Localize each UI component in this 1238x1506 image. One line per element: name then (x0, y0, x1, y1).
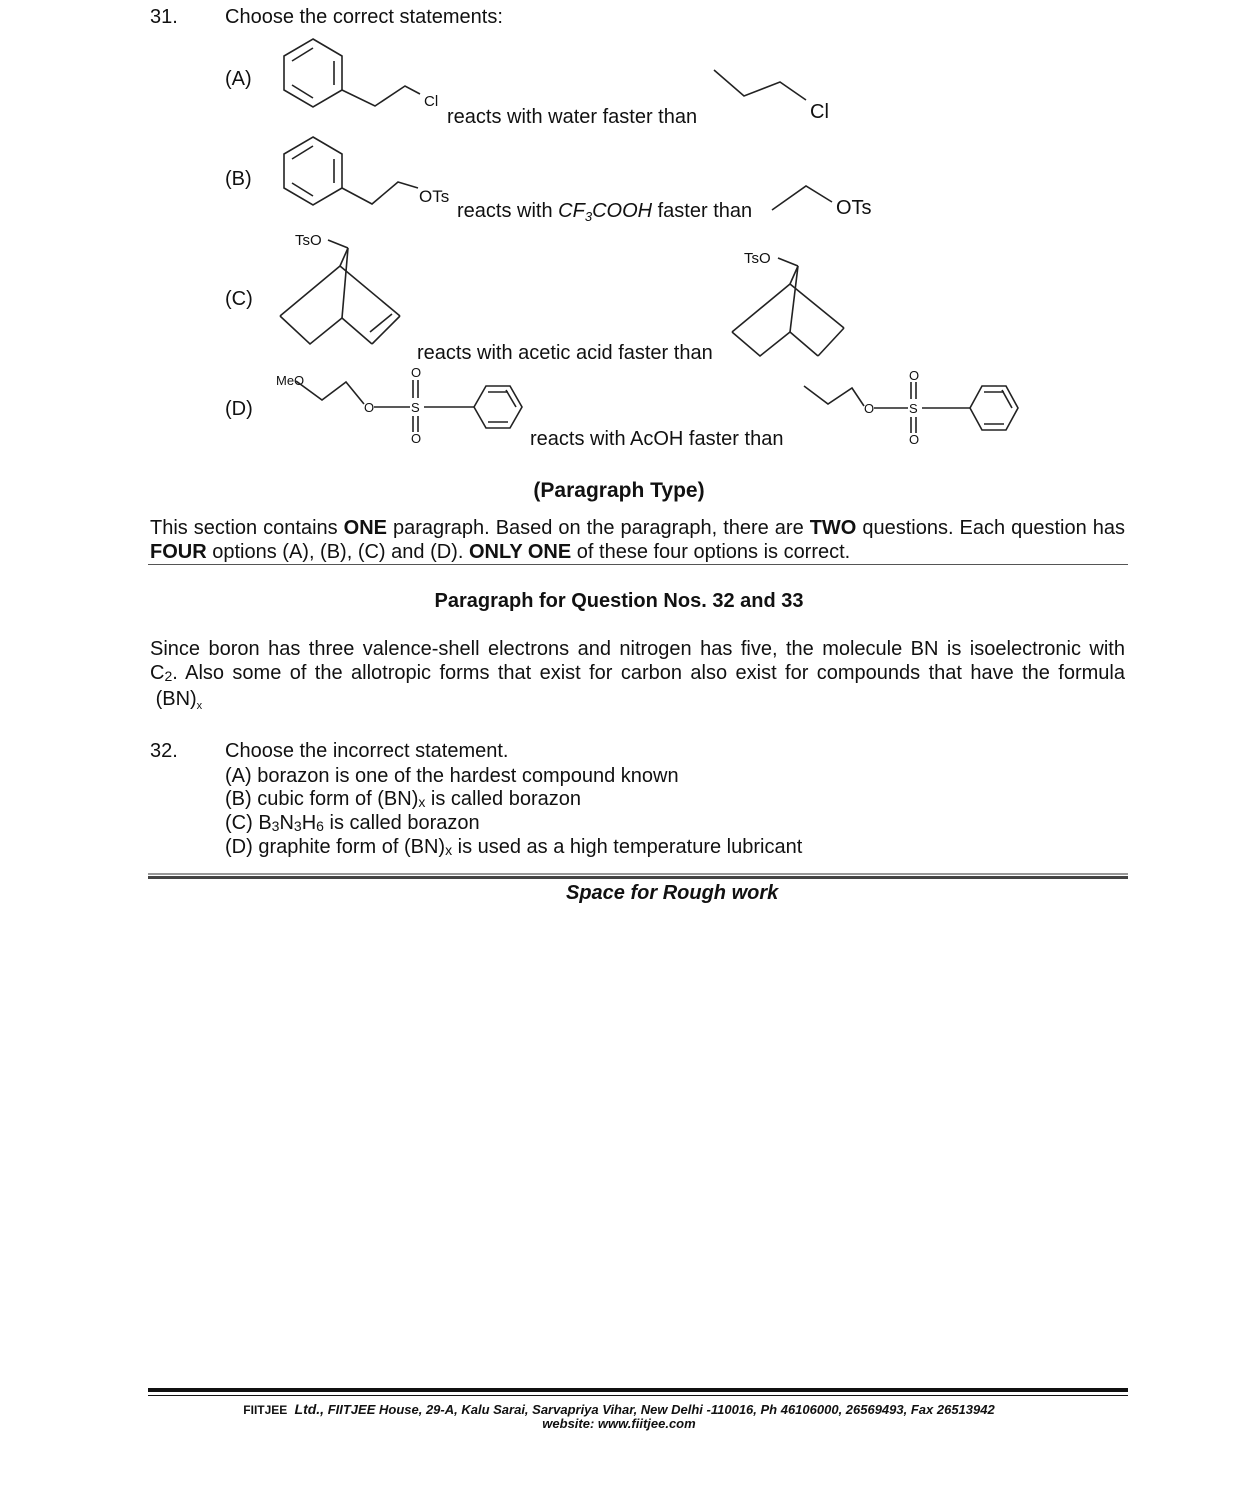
rough-work-rule-dark (148, 876, 1128, 879)
sulfonyl-oxygen-label: O (411, 431, 422, 446)
methoxy-label: MeO (276, 373, 305, 388)
option-c-text: reacts with acetic acid faster than (417, 342, 713, 364)
option-b-text-pre: reacts with (457, 200, 553, 222)
sulfonyl-oxygen-label: O (909, 432, 920, 447)
methoxyethyl-benzenesulfonate-structure (272, 364, 528, 448)
question-32-option-d: (D) graphite form of $(BN)_x$ is used as a high temperature lubricant (225, 836, 803, 858)
norbornenyl-tosylate-structure (270, 226, 410, 350)
paragraph-heading: Paragraph for Question Nos. 32 and 33 (434, 590, 804, 612)
rough-work-rule-light (148, 873, 1128, 875)
chloro-label: Cl (810, 101, 829, 123)
section-title: (Paragraph Type) (533, 479, 705, 502)
question-32-number: 32. (150, 740, 178, 762)
paragraph-line-2: $C_2$. Also some of the allotropic forms that exist for carbon also exist for compounds that have the formula (150, 662, 1125, 684)
paragraph-line-3: $(BN)_x$ (155, 688, 203, 712)
tosylate-label: OTs (419, 187, 450, 206)
paragraph-line-1: Since boron has three valence-shell electrons and nitrogen has five, the molecule BN is isoelectronic with (150, 638, 1125, 660)
tosyloxy-label: TsO (744, 250, 771, 267)
footer-rule-thick (148, 1388, 1128, 1392)
footer-brand: FIITJEE (243, 1403, 288, 1417)
footer-address-text: FIITJEE House, 29-A, Kalu Sarai, Sarvapriya Vihar, New Delhi -110016, Ph 46106000, 26569493, Fax 26513942 (327, 1402, 995, 1417)
phenylethyl-tosylate-structure (280, 134, 470, 214)
ester-oxygen-label: O (364, 400, 375, 415)
question-32-option-c: (C) $B_3N_3H_6$ is called borazon (225, 812, 480, 834)
tosyloxy-label: TsO (295, 232, 322, 249)
footer-ltd: Ltd., (294, 1401, 325, 1417)
option-c-label: (C) (225, 288, 253, 310)
sulfonyl-oxygen-label: O (411, 365, 422, 380)
propyl-benzenesulfonate-structure (800, 366, 1026, 450)
option-d-text: reacts with AcOH faster than (530, 428, 784, 450)
propyl-chloride-structure (708, 64, 848, 124)
question-32-option-a: (A) borazon is one of the hardest compound known (225, 765, 679, 787)
option-b-text (457, 200, 752, 223)
chloro-label: Cl (424, 93, 439, 110)
question-32-option-b: (B) cubic form of $(BN)_x$ is called borazon (225, 788, 582, 810)
sulfur-label: S (909, 401, 918, 416)
footer-website: website: www.fiitjee.com (542, 1416, 696, 1431)
rough-work-label: Space for Rough work (566, 882, 779, 904)
paragraph-body (150, 637, 1125, 711)
option-b-text-post: faster than (657, 200, 753, 222)
question-32-prompt: Choose the incorrect statement. (225, 740, 509, 762)
norbornyl-tosylate-structure (724, 244, 854, 362)
question-31-number: 31. (150, 6, 178, 28)
section-divider (148, 564, 1128, 565)
option-b-label: (B) (225, 168, 252, 190)
option-a-text: reacts with water faster than (447, 106, 698, 128)
reagent-formula: $CF_3COOH$ (558, 200, 653, 224)
propyl-tosylate-structure (768, 176, 888, 226)
option-d-label: (D) (225, 398, 253, 420)
tosylate-label: OTs (836, 197, 872, 219)
sulfonyl-oxygen-label: O (909, 368, 920, 383)
phenylethyl-chloride-structure (280, 36, 450, 126)
ester-oxygen-label: O (864, 401, 875, 416)
sulfur-label: S (411, 400, 420, 415)
question-31-prompt: Choose the correct statements: (225, 6, 503, 28)
footer-rule-thin (148, 1395, 1128, 1396)
option-a-label: (A) (225, 68, 252, 90)
section-instructions: This section contains ONE paragraph. Based on the paragraph, there are TWO questions. Each question has FOUR options (A), (B), (C) and (D). ONLY ONE of these four options is correct. (150, 517, 1125, 563)
